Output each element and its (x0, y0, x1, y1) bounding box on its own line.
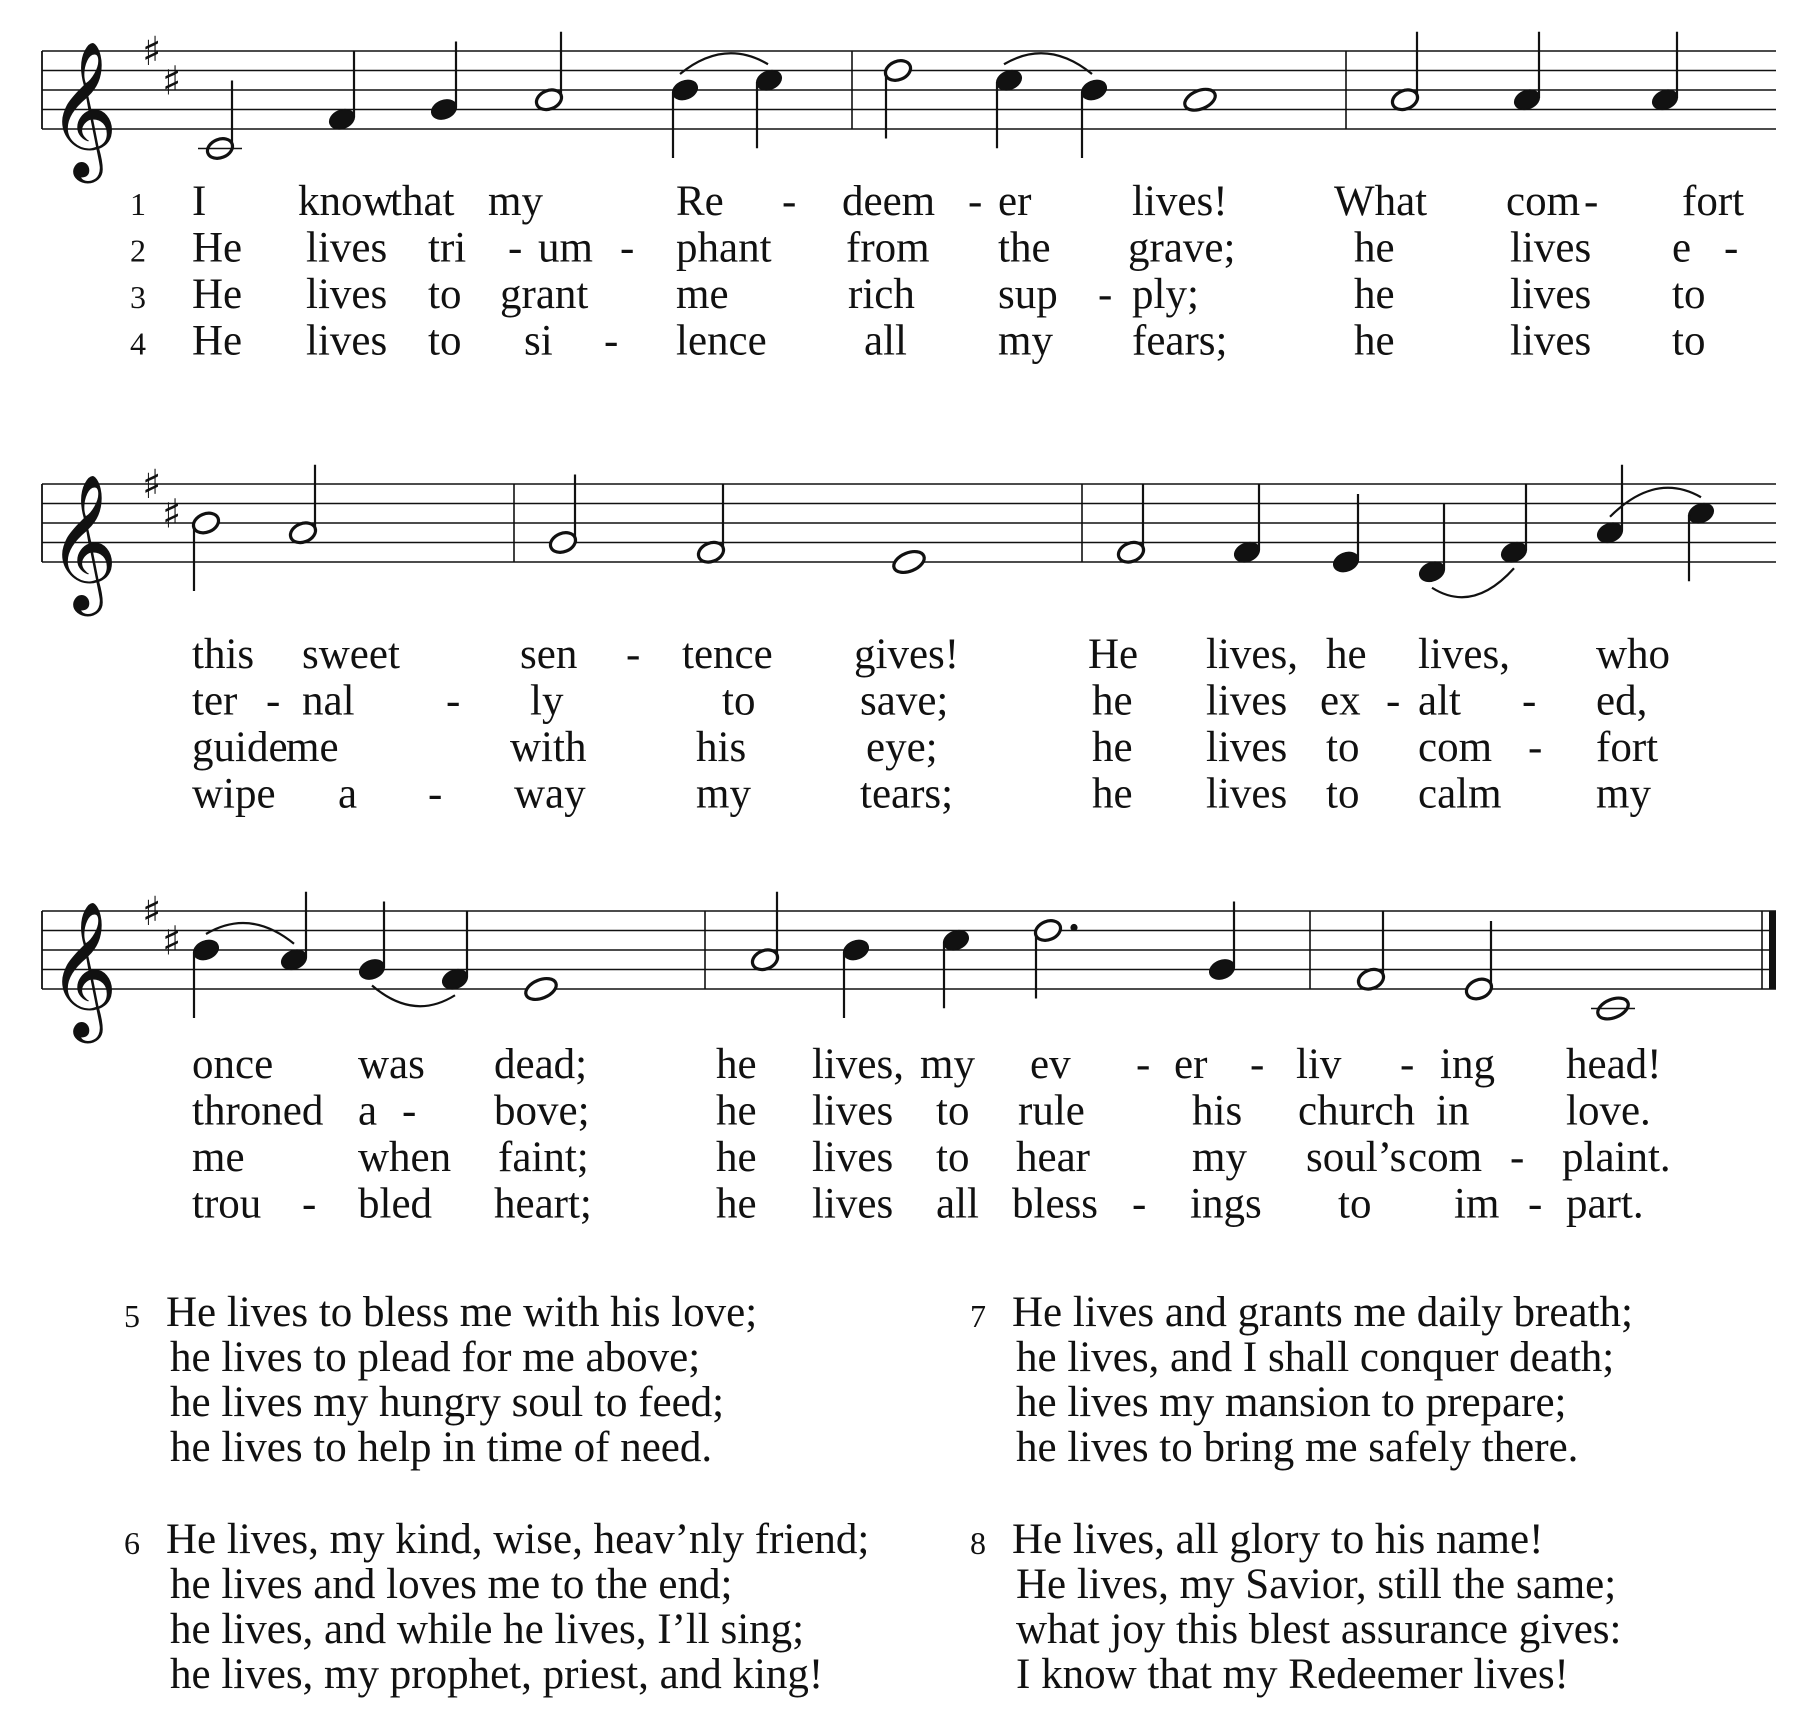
lyric-syllable: bled (358, 1180, 433, 1228)
lyric-syllable: ings (1190, 1180, 1262, 1228)
lyric-syllable: he (716, 1180, 757, 1228)
lyric-syllable: si (524, 317, 553, 365)
treble-clef-icon: 𝄞 (48, 899, 118, 1037)
lyric-syllable: lives, (1418, 631, 1510, 678)
treble-clef-icon: 𝄞 (48, 472, 118, 610)
lyric-syllable: lives (812, 1134, 894, 1181)
note-head (191, 510, 222, 537)
note-head (191, 937, 222, 964)
lyric-syllable: lives (812, 1087, 894, 1135)
lyric-syllable: love. (1566, 1087, 1651, 1135)
slur (1610, 488, 1701, 517)
verse-number: 4 (130, 325, 146, 362)
stanza-line: he lives my mansion to prepare; (1016, 1379, 1567, 1426)
verse-number: 2 (130, 232, 146, 269)
verse-number: 1 (130, 186, 146, 222)
lyric-syllable: my (1596, 770, 1651, 818)
lyric-syllable: ter (192, 677, 238, 725)
stanza-line: he lives, my prophet, priest, and king! (170, 1651, 824, 1698)
stanza-line: he lives my hungry soul to feed; (170, 1379, 725, 1426)
stanza-6 (124, 1517, 869, 1697)
lyric-syllable: - (620, 224, 635, 272)
lyric-syllable: He (192, 224, 243, 272)
lyric-syllable: a (358, 1087, 378, 1135)
lyric-syllable: - (508, 224, 523, 272)
lyric-syllable: to (1326, 724, 1360, 771)
stanza-line: he lives to help in time of need. (170, 1424, 713, 1471)
note-head (429, 96, 460, 123)
final-barline (1769, 911, 1776, 989)
stanza-line: he lives, and I shall conquer death; (1016, 1334, 1615, 1381)
lyric-syllable: he (1354, 317, 1395, 365)
lyric-syllable: - (402, 1087, 417, 1135)
lyric-syllable: rich (848, 271, 915, 318)
lyric-syllable: - (1522, 677, 1537, 725)
lyric-syllable: tri (428, 224, 467, 272)
lyric-syllable: - (302, 1180, 317, 1228)
lyric-syllable: gives! (854, 631, 960, 678)
lyric-syllable: my (488, 178, 543, 225)
note-head (1464, 976, 1495, 1003)
lyric-syllable: lives (1206, 677, 1288, 725)
lyric-syllable: ly (530, 677, 564, 725)
lyric-syllable: - (1400, 1041, 1415, 1088)
lyric-syllable: to (1326, 770, 1360, 818)
lyric-syllable: - (1132, 1180, 1147, 1228)
lyric-syllable: - (1528, 1180, 1543, 1228)
lyric-syllable: - (1098, 271, 1113, 318)
stanza-5 (124, 1290, 757, 1470)
lyric-syllable: um (538, 224, 593, 272)
stanza-7 (970, 1290, 1633, 1470)
lyric-syllable: er (998, 178, 1032, 225)
lyric-syllable: me (286, 724, 339, 771)
lyric-syllable: lence (676, 317, 767, 365)
lyric-syllable: a (338, 770, 358, 818)
lyric-syllable: he (716, 1134, 757, 1181)
lyric-syllable: all (864, 317, 907, 365)
sharp-icon: ♯ (142, 889, 162, 935)
lyric-syllable: eye; (866, 724, 938, 771)
lyric-syllable: He (1088, 631, 1139, 678)
stanza-number: 5 (124, 1298, 140, 1334)
lyric-syllable: he (716, 1087, 757, 1135)
sharp-icon: ♯ (162, 918, 182, 965)
lyric-syllable: lives (1206, 770, 1288, 818)
lyric-syllable: tears; (860, 770, 954, 818)
lyric-syllable: plaint. (1562, 1134, 1671, 1181)
lyric-syllable: tence (682, 631, 773, 678)
lyric-syllable: bless (1012, 1180, 1098, 1228)
stanza-number: 8 (970, 1525, 986, 1561)
lyric-syllable: my (696, 770, 751, 818)
stanza-line: what joy this blest assurance gives: (1016, 1606, 1622, 1653)
lyric-syllable: know (298, 178, 394, 225)
note-head (1033, 917, 1064, 944)
treble-clef-icon: 𝄞 (48, 39, 118, 177)
stanza-8 (970, 1517, 1621, 1697)
lyric-syllable: Re (676, 178, 724, 225)
lyric-syllable: - (428, 770, 443, 818)
lyric-syllable: my (1192, 1134, 1247, 1181)
stanza-line: he lives to plead for me above; (170, 1334, 701, 1381)
lyric-syllable: - (266, 677, 281, 725)
sharp-icon: ♯ (142, 462, 162, 508)
lyric-syllable: the (998, 224, 1051, 272)
lyric-syllable: church (1298, 1087, 1415, 1135)
lyric-syllable: - (1528, 724, 1543, 771)
lyric-syllable: grant (500, 271, 589, 318)
lyric-syllable: head! (1566, 1041, 1662, 1088)
note-head (523, 974, 560, 1003)
slur (206, 923, 294, 944)
lyric-syllable: sup (998, 271, 1058, 318)
lyric-syllable: - (968, 178, 983, 225)
lyric-syllable: er (1174, 1041, 1208, 1088)
lyric-syllable: heart; (494, 1180, 592, 1228)
lyric-syllable: ing (1440, 1041, 1495, 1088)
note-dot (1070, 924, 1077, 931)
stanza-line: he lives, and while he lives, I’ll sing; (170, 1606, 805, 1653)
lyric-syllable: to (936, 1087, 970, 1135)
lyric-syllable: bove; (494, 1087, 590, 1135)
lyric-syllable: he (1326, 631, 1367, 678)
stanza-line: He lives and grants me daily breath; (1012, 1289, 1633, 1336)
lyric-syllable: I (192, 178, 207, 225)
lyric-syllable: trou (192, 1180, 262, 1228)
lyric-syllable: this (192, 631, 255, 678)
lyric-syllable: his (696, 724, 747, 771)
stanza-line: he lives and loves me to the end; (170, 1561, 733, 1608)
lyric-syllable: who (1596, 631, 1671, 678)
lyric-syllable: - (1724, 224, 1739, 272)
stanza-number: 7 (970, 1298, 986, 1334)
lyric-syllable: lives (1510, 224, 1592, 272)
lyric-syllable: im (1454, 1180, 1500, 1228)
lyric-syllable: rule (1018, 1087, 1085, 1135)
lyric-syllable: he (1092, 677, 1133, 725)
lyric-syllable: lives (306, 224, 388, 272)
lyric-syllable: - (1386, 677, 1401, 725)
lyric-syllable: way (514, 770, 586, 818)
lyric-syllable: lives, (812, 1041, 904, 1088)
note-head (1331, 549, 1362, 576)
stanza-line: He lives to bless me with his love; (166, 1289, 758, 1336)
lyric-syllable: to (428, 271, 462, 318)
lyric-syllable: liv (1296, 1041, 1342, 1088)
lyric-syllable: dead; (494, 1041, 588, 1088)
lyric-syllable: ed, (1596, 677, 1648, 725)
lyric-syllable: me (676, 271, 729, 318)
lyric-syllable: once (192, 1041, 274, 1088)
lyric-syllable: my (920, 1041, 975, 1088)
lyric-syllable: - (1510, 1134, 1525, 1181)
lyric-syllable: with (510, 724, 587, 771)
lyric-syllable: He (192, 271, 243, 318)
lyric-syllable: my (998, 317, 1053, 365)
lyric-syllable: ex (1320, 677, 1361, 725)
lyric-syllable: deem (842, 178, 936, 225)
lyric-syllable: fort (1682, 178, 1745, 225)
lyric-syllable: sen (520, 631, 578, 678)
note-head (891, 547, 928, 576)
sharp-icon: ♯ (142, 29, 162, 75)
lyric-syllable: lives (306, 317, 388, 365)
lyric-syllable: to (722, 677, 756, 725)
lyric-syllable: lives (1510, 317, 1592, 365)
lyric-syllable: soul’s (1306, 1134, 1407, 1181)
lyric-syllable: to (936, 1134, 970, 1181)
lyric-syllable: nal (302, 677, 355, 725)
lyric-syllable: - (1584, 178, 1599, 225)
lyric-syllable: me (192, 1134, 245, 1181)
stanza-line: He lives, all glory to his name! (1012, 1516, 1544, 1563)
lyric-syllable: part. (1566, 1180, 1644, 1228)
lyric-syllable: his (1192, 1087, 1243, 1135)
lyric-syllable: he (716, 1041, 757, 1088)
lyric-syllable: - (1136, 1041, 1151, 1088)
lyric-syllable: all (936, 1180, 979, 1228)
lyric-syllable: lives (812, 1180, 894, 1228)
lyric-syllable: - (604, 317, 619, 365)
lyric-syllable: ev (1030, 1041, 1071, 1088)
sharp-icon: ♯ (162, 58, 182, 105)
lyric-syllable: com (1418, 724, 1493, 771)
lyric-syllable: that (390, 178, 455, 225)
stanza-line: He lives, my Savior, still the same; (1016, 1561, 1617, 1608)
lyric-syllable: sweet (302, 631, 400, 678)
lyric-syllable: save; (860, 677, 949, 725)
note-head (1207, 956, 1238, 983)
lyric-syllable: ply; (1132, 271, 1199, 318)
lyric-syllable: faint; (498, 1134, 589, 1181)
lyric-syllable: fears; (1132, 317, 1228, 365)
lyric-syllable: - (782, 178, 797, 225)
note-head (841, 937, 872, 964)
lyric-syllable: lives (306, 271, 388, 318)
lyric-syllable: to (1672, 317, 1706, 365)
lyric-syllable: to (1338, 1180, 1372, 1228)
lyric-syllable: he (1354, 271, 1395, 318)
stanza-line: I know that my Redeemer lives! (1016, 1651, 1569, 1698)
stanza-number: 6 (124, 1525, 140, 1561)
lyric-syllable: when (358, 1134, 452, 1181)
lyric-syllable: fort (1596, 724, 1659, 771)
lyric-syllable: he (1092, 770, 1133, 818)
lyric-syllable: wipe (192, 770, 276, 818)
lyric-syllable: grave; (1128, 224, 1236, 272)
note-head (1079, 77, 1110, 104)
lyric-syllable: he (1092, 724, 1133, 771)
lyric-syllable: phant (676, 224, 772, 272)
lyric-syllable: alt (1418, 677, 1461, 725)
note-head (670, 77, 701, 104)
stanza-line: He lives, my kind, wise, heav’nly friend; (166, 1516, 870, 1563)
lyric-syllable: throned (192, 1087, 324, 1135)
lyric-syllable: lives! (1132, 178, 1228, 225)
note-head (357, 956, 388, 983)
lyric-syllable: guide (192, 724, 288, 771)
lyric-syllable: to (1672, 271, 1706, 318)
lyric-syllable: lives, (1206, 631, 1298, 678)
sharp-icon: ♯ (162, 491, 182, 538)
note-head (548, 529, 579, 556)
lyric-syllable: calm (1418, 770, 1502, 818)
verse-number: 3 (130, 279, 146, 315)
stanza-line: he lives to bring me safely there. (1016, 1424, 1579, 1471)
lyric-syllable: com (1408, 1134, 1483, 1181)
lyric-syllable: he (1354, 224, 1395, 272)
lyric-syllable: lives (1206, 724, 1288, 771)
lyric-syllable: - (446, 677, 461, 725)
lyric-syllable: com (1506, 178, 1581, 225)
lyric-syllable: e (1672, 224, 1692, 272)
lyric-syllable: He (192, 317, 243, 365)
lyric-syllable: to (428, 317, 462, 365)
lyric-syllable: in (1436, 1087, 1470, 1135)
note-head (883, 57, 914, 84)
lyric-syllable: from (846, 224, 930, 272)
lyric-syllable: - (1250, 1041, 1265, 1088)
lyric-syllable: was (358, 1041, 425, 1088)
lyric-syllable: What (1334, 178, 1428, 225)
lyric-syllable: lives (1510, 271, 1592, 318)
lyric-syllable: - (626, 631, 641, 678)
lyric-syllable: hear (1016, 1134, 1090, 1181)
